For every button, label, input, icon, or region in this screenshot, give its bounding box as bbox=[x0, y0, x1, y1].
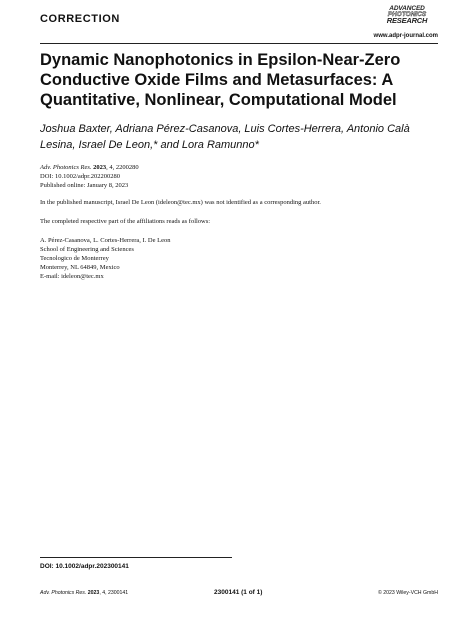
affiliation-school: School of Engineering and Sciences bbox=[40, 246, 134, 253]
logo-line-advanced: ADVANCED bbox=[389, 5, 425, 12]
header-divider bbox=[40, 43, 438, 44]
citation-line bbox=[40, 163, 139, 172]
footer-cite-rest: , 4, 2300141 bbox=[99, 590, 129, 596]
author-list: Joshua Baxter, Adriana Pérez-Casanova, Luis Cortes-Herrera, Antonio Calà Lesina, Israel De Leon,* and Lora Ramunno* bbox=[40, 123, 410, 151]
citation-volume-page: , 4, 2200280 bbox=[106, 164, 139, 171]
correction-paragraph: In the published manuscript, Israel De Leon (ideleon@tec.mx) was not identified as a corresponding author. bbox=[40, 199, 321, 206]
logo-line-photonics: PHOTONICS bbox=[387, 11, 427, 18]
citation-year: 2023 bbox=[93, 164, 107, 171]
citation-journal: Adv. Photonics Res. bbox=[40, 164, 92, 171]
affiliation-block bbox=[40, 236, 440, 281]
affiliation-address: Monterrey, NL 64849, Mexico bbox=[40, 264, 120, 271]
article-title: Dynamic Nanophotonics in Epsilon-Near-Zero Conductive Oxide Films and Metasurfaces: A Quantitative, Nonlinear, Computational Model bbox=[40, 51, 401, 109]
journal-logo bbox=[376, 6, 438, 24]
footer-divider bbox=[40, 557, 232, 558]
affiliation-email[interactable]: E-mail: ideleon@tec.mx bbox=[40, 273, 104, 280]
logo-line-research: RESEARCH bbox=[386, 16, 428, 25]
published-online: Published online: January 8, 2023 bbox=[40, 182, 129, 189]
footer-citation bbox=[40, 590, 128, 596]
publication-info bbox=[40, 163, 139, 190]
affiliation-institution: Tecnologico de Monterrey bbox=[40, 255, 109, 262]
section-label: CORRECTION bbox=[40, 13, 120, 25]
page-number: 2300141 (1 of 1) bbox=[214, 589, 263, 596]
affiliation-authors: A. Pérez-Casanova, L. Cortes-Herrera, I. De Leon bbox=[40, 237, 171, 244]
journal-url[interactable]: www.adpr-journal.com bbox=[373, 33, 438, 39]
copyright-notice: © 2023 Wiley-VCH GmbH bbox=[377, 590, 438, 596]
footer-cite-journal: Adv. Photonics Res. bbox=[40, 590, 87, 596]
correction-doi[interactable]: DOI: 10.1002/adpr.202300141 bbox=[40, 563, 129, 570]
affiliation-intro: The completed respective part of the affiliations reads as follows: bbox=[40, 218, 211, 225]
footer-cite-year: 2023 bbox=[87, 590, 100, 596]
article-doi[interactable]: DOI: 10.1002/adpr.202200280 bbox=[40, 173, 120, 180]
